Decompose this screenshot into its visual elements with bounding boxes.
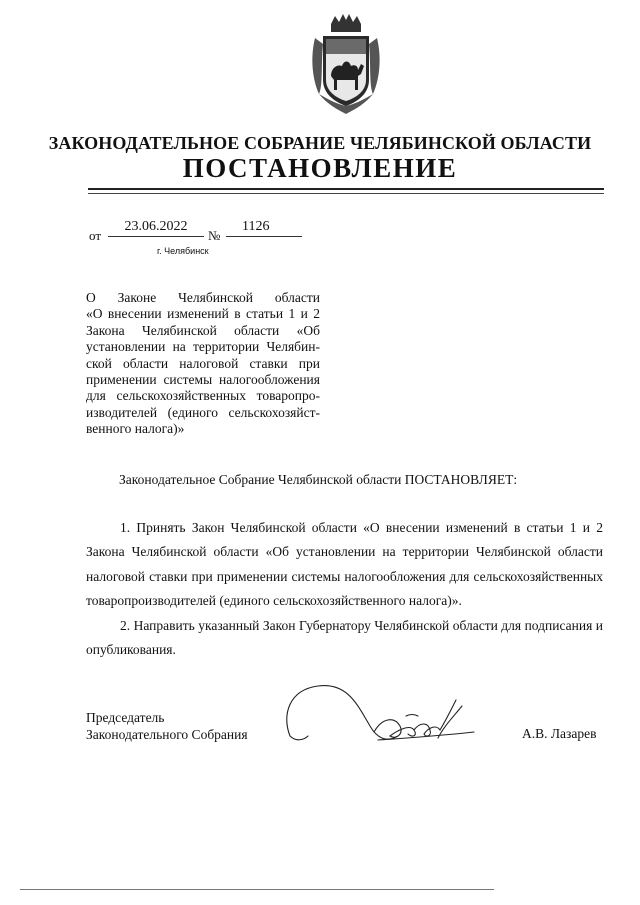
coat-of-arms-icon <box>309 14 383 120</box>
document-type-title: ПОСТАНОВЛЕНИЕ <box>182 153 458 183</box>
subject-line: «О внесении изменений в статьи 1 и 2 <box>86 306 320 322</box>
preamble: Законодательное Собрание Челябинской области ПОСТАНОВЛЯЕТ: <box>119 472 518 487</box>
document-city: г. Челябинск <box>157 246 209 256</box>
subject-line: О Законе Челябинской области <box>86 290 320 305</box>
organization-title: ЗАКОНОДАТЕЛЬНОЕ СОБРАНИЕ ЧЕЛЯБИНСКОЙ ОБЛАСТИ <box>48 133 592 153</box>
resolution-body <box>86 516 603 662</box>
handwritten-signature <box>278 676 478 764</box>
subject-line: ской области налоговой ставки при <box>86 355 320 371</box>
subject-line: установлении на территории Челябин- <box>86 339 320 355</box>
signatory-role <box>86 709 248 743</box>
number-prefix-label: № <box>208 228 221 243</box>
footer-rule <box>20 889 494 890</box>
subject-line: изводителей (единого сельскохозяйст- <box>86 404 320 420</box>
resolution-item-1: 1. Принять Закон Челябинской области «О внесении изменений в статьи 1 и 2 Закона Челябинской области «Об установлении на территории Челябинской области налоговой ставки при применении системы налогообложения для сельскохозяйственных товаропроизводителей (единого сельскохозяйственного налога)». <box>86 520 603 609</box>
signatory-role-line-2: Законодательного Собрания <box>86 727 248 742</box>
subject-line: применении системы налогообложения <box>86 372 320 388</box>
subject-line: Закона Челябинской области «Об <box>86 322 320 338</box>
document-date: 23.06.2022 <box>108 219 204 237</box>
header-rule-thick <box>88 188 604 190</box>
document-number: 1126 <box>226 219 302 237</box>
signatory-name: А.В. Лазарев <box>522 726 597 741</box>
resolution-item-2: 2. Направить указанный Закон Губернатору Челябинской области для подписания и опубликования. <box>86 617 603 658</box>
subject-line: венного налога)» <box>86 421 185 437</box>
date-prefix-label: от <box>89 228 102 243</box>
header-rule-thin <box>88 193 604 194</box>
signatory-role-line-1: Председатель <box>86 710 165 725</box>
subject-line: для сельскохозяйственных товаропро- <box>86 388 320 404</box>
document-subject <box>86 290 320 438</box>
